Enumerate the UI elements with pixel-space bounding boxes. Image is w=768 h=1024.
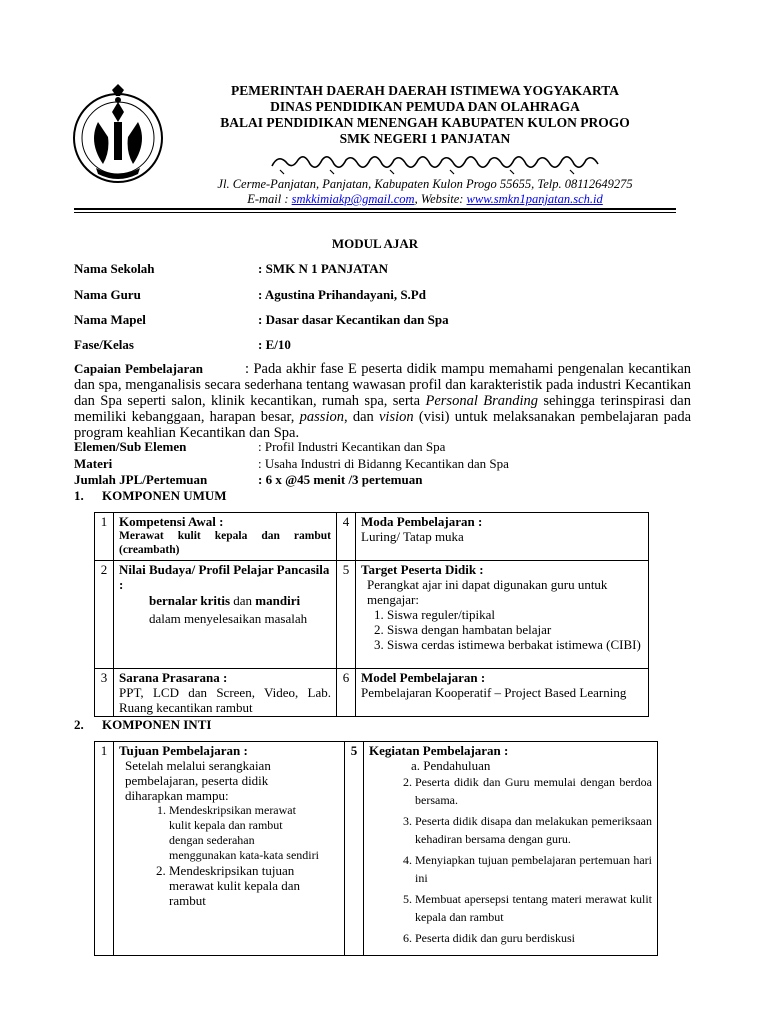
cell-heading: Model Pembelajaran : xyxy=(361,670,486,685)
cell-text: Merawat kulit kepala dan rambut (creambath) xyxy=(119,530,331,556)
cell-number: 2 xyxy=(95,561,114,669)
komponen-umum-table xyxy=(94,512,649,717)
header-line-4: SMK NEGERI 1 PANJATAN xyxy=(339,131,511,146)
field-value-materi: : Usaha Industri di Bidanng Kecantikan dan Spa xyxy=(258,456,509,471)
cell-heading: Moda Pembelajaran : xyxy=(361,514,483,529)
field-label-nama-guru: Nama Guru xyxy=(74,287,141,302)
cell-number: 1 xyxy=(95,513,114,561)
cell-heading: Kegiatan Pembelajaran : xyxy=(369,743,509,758)
header-line-3: BALAI PENDIDIKAN MENENGAH KABUPATEN KULON PROGO xyxy=(220,115,630,130)
website-label: , Website: xyxy=(414,192,467,206)
section-number: 1. xyxy=(74,488,84,503)
cell-text: Luring/ Tatap muka xyxy=(361,529,464,544)
capaian-text-2: sehingga terinspirasi dan memiliki kebanggaan, harapan besar, xyxy=(74,393,691,425)
cell-heading: Kompetensi Awal : xyxy=(119,514,224,529)
list-item: 4. Menyiapkan tujuan pembelajaran pertemuan hari ini xyxy=(415,851,652,887)
kegiatan-list xyxy=(369,773,652,947)
cell-moda-pembelajaran xyxy=(356,513,649,561)
komponen-inti-table xyxy=(94,741,658,956)
cell-heading: Sarana Prasarana : xyxy=(119,670,228,685)
field-value-nama-sekolah: : SMK N 1 PANJATAN xyxy=(258,261,388,276)
field-label-materi: Materi xyxy=(74,456,113,471)
list-item: 1. Mendeskripsikan merawat kulit kepala dan rambut dengan sederahan menggunakan kata-kata sendiri xyxy=(169,803,339,863)
cell-kegiatan-pembelajaran xyxy=(364,742,658,956)
header-divider-thin xyxy=(74,212,676,213)
header-divider-thick xyxy=(74,208,676,210)
table-row xyxy=(95,742,658,956)
cell-sarana-prasarana xyxy=(114,669,337,717)
list-item: 3. Siswa cerdas istimewa berbakat istimewa (CIBI) xyxy=(387,637,643,652)
cell-text xyxy=(119,592,331,628)
cell-heading: Target Peserta Didik : xyxy=(361,562,484,577)
list-item: 2. Mendeskripsikan tujuan merawat kulit kepala dan rambut xyxy=(169,863,339,908)
field-value-elemen: : Profil Industri Kecantikan dan Spa xyxy=(258,439,446,454)
capaian-label: Capaian Pembelajaran xyxy=(74,361,203,376)
capaian-pembelajaran-paragraph xyxy=(74,361,691,441)
section-heading-komponen-umum xyxy=(74,488,227,504)
cell-text: Setelah melalui serangkaian pembelajaran, peserta didik diharapkan mampu: xyxy=(125,758,271,803)
capaian-italic-3: vision xyxy=(379,409,414,425)
cell-text: Perangkat ajar ini dapat digunakan guru untuk mengajar: xyxy=(367,577,608,607)
javanese-script-school-name xyxy=(270,148,600,176)
table-row xyxy=(95,561,649,669)
email-link[interactable]: smkkimiakp@gmail.com xyxy=(291,192,415,206)
cell-number: 1 xyxy=(95,742,114,956)
section-number: 2. xyxy=(74,717,84,732)
capaian-text-4: (visi) untuk melaksanakan pembelajaran pada program keahlian Kecantikan dan Spa. xyxy=(74,409,691,441)
text-dan: dan xyxy=(230,593,256,608)
field-value-nama-mapel: : Dasar dasar Kecantikan dan Spa xyxy=(258,312,449,327)
cell-text: Pembelajaran Kooperatif – Project Based Learning xyxy=(361,685,627,700)
cell-target-peserta-didik xyxy=(356,561,649,669)
text-mandiri: mandiri xyxy=(255,593,301,608)
field-value-fase-kelas: : E/10 xyxy=(258,337,291,352)
cell-kompetensi-awal xyxy=(114,513,337,561)
field-label-nama-sekolah: Nama Sekolah xyxy=(74,261,155,276)
header-line-2: DINAS PENDIDIKAN PEMUDA DAN OLAHRAGA xyxy=(270,99,580,114)
email-label: E-mail : xyxy=(247,192,292,206)
section-title: KOMPONEN INTI xyxy=(102,717,212,732)
field-value-jumlah-jpl: : 6 x @45 menit /3 pertemuan xyxy=(258,472,423,487)
section-title: KOMPONEN UMUM xyxy=(102,488,227,503)
table-row xyxy=(95,669,649,717)
list-item: 2. Peserta didik dan Guru memulai dengan berdoa bersama. xyxy=(415,773,652,809)
capaian-text-3: , dan xyxy=(343,409,379,425)
field-label-nama-mapel: Nama Mapel xyxy=(74,312,146,327)
field-label-jumlah-jpl: Jumlah JPL/Pertemuan xyxy=(74,472,208,487)
cell-number: 4 xyxy=(337,513,356,561)
list-item: 1. Siswa reguler/tipikal xyxy=(387,607,643,622)
cell-number: 6 xyxy=(337,669,356,717)
cell-nilai-budaya xyxy=(114,561,337,669)
cell-number: 5 xyxy=(337,561,356,669)
list-item: 2. Siswa dengan hambatan belajar xyxy=(387,622,643,637)
capaian-text-1: : Pada akhir fase E peserta didik mampu memahami pengenalan kecantikan dan spa, menganalisis secara sederhana tentang wawasan profil dan karakteristik pada industri Kecantikan dan Spa seperti salon, klinik kecantikan, rumah spa, serta xyxy=(74,361,691,409)
cell-model-pembelajaran xyxy=(356,669,649,717)
cell-text: PPT, LCD dan Screen, Video, Lab. Ruang kecantikan rambut xyxy=(119,685,331,715)
capaian-italic-1: Personal Branding xyxy=(425,393,538,409)
cell-tujuan-pembelajaran xyxy=(114,742,345,956)
list-item: 5. Membuat apersepsi tentang materi merawat kulit kepala dan rambut xyxy=(415,890,652,926)
target-list xyxy=(361,607,643,652)
text-dalam: dalam menyelesaikan masalah xyxy=(149,611,308,626)
text-bernalar-kritis: bernalar kritis xyxy=(149,593,231,608)
cell-heading: Tujuan Pembelajaran : xyxy=(119,743,248,758)
government-seal-logo xyxy=(68,82,168,188)
header-line-1: PEMERINTAH DAERAH DAERAH ISTIMEWA YOGYAKARTA xyxy=(230,83,620,98)
cell-subheading: a. Pendahuluan xyxy=(411,758,491,773)
list-item: 3. Peserta didik disapa dan melakukan pemeriksaan kehadiran bersama dengan guru. xyxy=(415,812,652,848)
cell-number: 3 xyxy=(95,669,114,717)
list-item: 6. Peserta didik dan guru berdiskusi xyxy=(415,929,652,947)
field-label-elemen: Elemen/Sub Elemen xyxy=(74,439,187,454)
table-row xyxy=(95,513,649,561)
cell-heading: Nilai Budaya/ Profil Pelajar Pancasila : xyxy=(119,562,330,592)
cell-number: 5 xyxy=(345,742,364,956)
tujuan-list xyxy=(119,803,339,908)
document-title: MODUL AJAR xyxy=(331,236,419,251)
capaian-italic-2: passion xyxy=(299,409,344,425)
header-contact xyxy=(170,192,680,207)
section-heading-komponen-inti xyxy=(74,717,211,733)
header-address: Jl. Cerme-Panjatan, Panjatan, Kabupaten Kulon Progo 55655, Telp. 08112649275 xyxy=(217,177,633,191)
field-value-nama-guru: : Agustina Prihandayani, S.Pd xyxy=(258,287,426,302)
field-label-fase-kelas: Fase/Kelas xyxy=(74,337,134,352)
website-link[interactable]: www.smkn1panjatan.sch.id xyxy=(466,192,603,206)
